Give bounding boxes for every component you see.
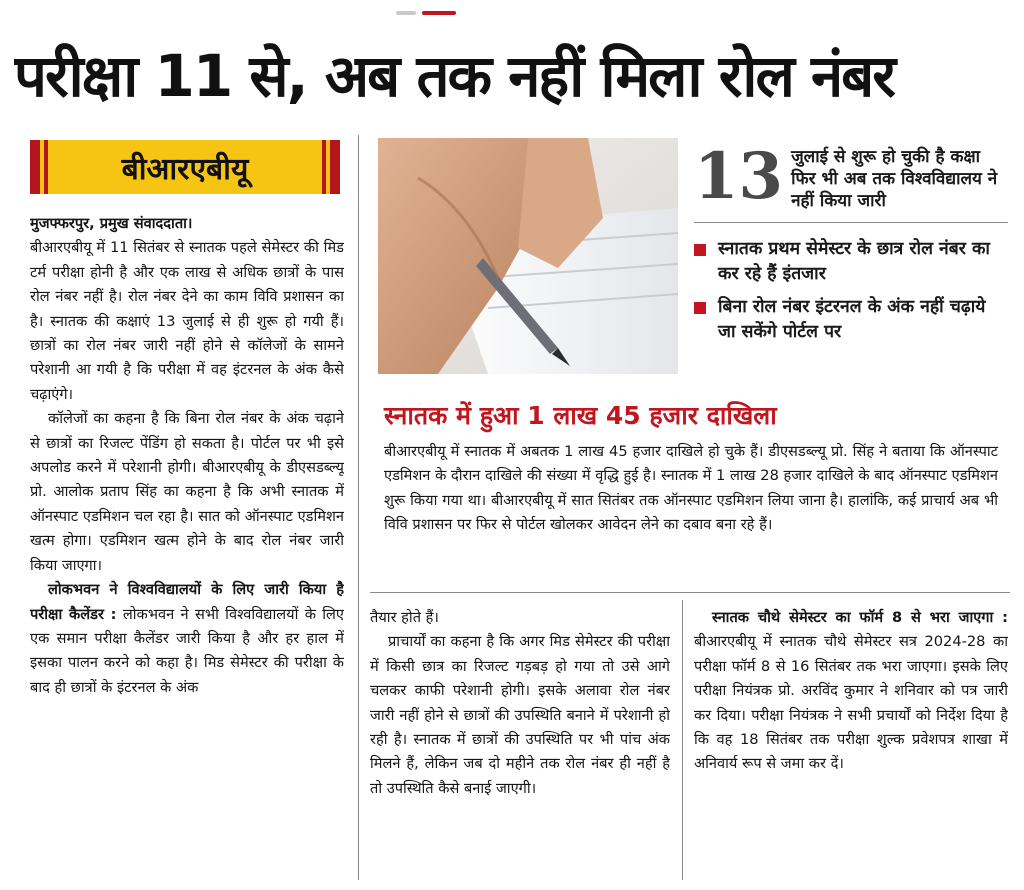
- side-callout: [694, 140, 1008, 345]
- pen-writing-photo: [378, 138, 678, 374]
- paragraph-1: बीआरएबीयू में 11 सितंबर से स्नातक पहले सेमेस्टर की मिड टर्म परीक्षा होनी है और एक लाख से अधिक छात्रों के पास रोल नंबर नहीं है। रोल नंबर देने का काम विवि प्रशासन का है। स्नातक की कक्षाएं 13 जुलाई से ही शुरू हो गयी हैं। छात्रों का रोल नंबर जारी नहीं होने से कॉलेजों के सामने परेशानी आ गयी है कि परीक्षा में वह इंटरनल के अंक कैसे चढ़ाएंगे।: [30, 239, 344, 403]
- column-divider-1: [358, 135, 359, 880]
- section-badge-label: बीआरएबीयू: [121, 151, 249, 187]
- section-badge: [30, 140, 340, 194]
- box-heading: स्नातक में हुआ 1 लाख 45 हजार दाखिला: [384, 401, 777, 430]
- paragraph-continued: तैयार होते हैं।: [370, 609, 439, 626]
- masthead-decoration: [396, 0, 506, 8]
- bullet-square-icon: [694, 302, 706, 314]
- article-column-1: [30, 212, 344, 880]
- highlight-number: 13: [694, 139, 784, 214]
- paragraph-2: कॉलेजों का कहना है कि बिना रोल नंबर के अंक चढ़ाने से छात्रों का रिजल्ट पेंडिंग हो सकता है। पोर्टल पर भी इसे अपलोड करने में परेशानी होगी। बीआरएबीयू के डीएसडब्ल्यू प्रो. आलोक प्रताप सिंह का कहना है कि अभी स्नातक में ऑनस्पाट एडमिशन चल रहा है। सात को ऑनस्पाट एडमिशन खत्म होगा। एडमिशन खत्म होने के बाद रोल नंबर जारी किया जाएगा।: [30, 410, 344, 574]
- paragraph-5: स्नातक चौथे सेमेस्टर का फॉर्म 8 से भरा जाएगा : बीआरएबीयू में स्नातक चौथे सेमेस्टर सत्र 2024-28 का परीक्षा फॉर्म 8 से 16 सितंबर तक भरा जाएगा। इसके लिए परीक्षा नियंत्रक प्रो. अरविंद कुमार ने शनिवार को पत्र जारी कर दिया। परीक्षा नियंत्रक ने सभी प्रचार्यों को निर्देश दिया है कि वह 18 सितंबर तक परीक्षा शुल्क प्रवेशपत्र शाखा में अनिवार्य रूप से जमा कर दें।: [694, 609, 1008, 773]
- article-column-2: [370, 606, 670, 880]
- paragraph-3: लोकभवन ने विश्वविद्यालयों के लिए जारी किया है परीक्षा कैलेंडर : लोकभवन ने सभी विश्वविद्यालयों के लिए एक समान परीक्षा कैलेंडर जारी किया है और हर हाल में इसका पालन करने को कहा है। मिड सेमेस्टर की परीक्षा के बाद ही छात्रों के इंटरनल के अंक: [30, 581, 344, 696]
- byline: मुजफ्फरपुर, प्रमुख संवाददाता।: [30, 215, 193, 232]
- box-text: बीआरएबीयू में स्नातक में अबतक 1 लाख 45 हजार दाखिले हो चुके हैं। डीएसडब्ल्यू प्रो. सिंह ने बताया कि ऑनस्पाट एडमिशन के दौरान दाखिले की संख्या में वृद्धि हुई है। स्नातक में 1 लाख 28 हजार दाखिले के बाद ऑनस्पाट एडमिशन शुरू किया गया था। बीआरएबीयू में सात सितंबर तक ऑनस्पाट एडमिशन लिया जाना है। हालांकि, कई प्राचार्य अब भी विवि प्रशासन पर फिर से पोर्टल खोलकर आवेदन लेने का दबाव बना रहे हैं।: [384, 443, 998, 534]
- column-divider-2: [682, 600, 683, 880]
- bullet-point-1: स्नातक प्रथम सेमेस्टर के छात्र रोल नंबर का कर रहे हैं इंतजार: [694, 237, 1008, 287]
- page-headline: परीक्षा 11 से, अब तक नहीं मिला रोल नंबर: [14, 42, 894, 110]
- bullet-point-2: बिना रोल नंबर इंटरनल के अंक नहीं चढ़ाये जा सकेंगे पोर्टल पर: [694, 295, 1008, 345]
- article-column-3: [694, 606, 1008, 880]
- paragraph-4: प्राचार्यों का कहना है कि अगर मिड सेमेस्टर की परीक्षा में किसी छात्र का रिजल्ट गड़बड़ हो गया तो उसे आगे चलकर काफी परेशानी होगी। इसके अलावा रोल नंबर जारी नहीं होने से छात्रों की उपस्थिति बनाने में परेशानी हो रही है। स्नातक में छात्रों की उपस्थिति पर भी पांच अंक मिलने हैं, लेकिन जब दो महीने तक रोल नंबर ही नहीं है तो उपस्थिति कैसे बनाई जाएगी।: [370, 633, 670, 797]
- article-photo: [378, 138, 678, 374]
- bullet-square-icon: [694, 244, 706, 256]
- box-bottom-rule: [370, 592, 1010, 593]
- highlight-note: जुलाई से शुरू हो चुकी है कक्षा फिर भी अब तक विश्वविद्यालय ने नहीं किया जारी: [791, 147, 998, 211]
